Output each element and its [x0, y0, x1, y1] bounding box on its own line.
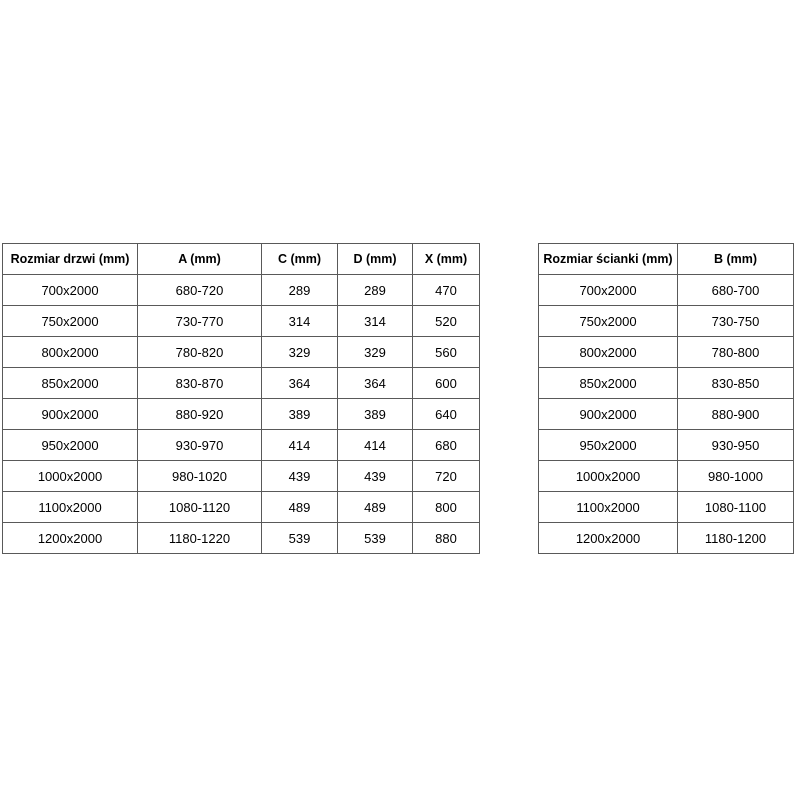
- table-cell: 700x2000: [3, 275, 138, 306]
- column-header: A (mm): [138, 244, 262, 275]
- table-row: [3, 430, 480, 461]
- table-cell: 329: [262, 337, 338, 368]
- column-header: B (mm): [678, 244, 794, 275]
- table-row: [3, 523, 480, 554]
- table-cell: 314: [262, 306, 338, 337]
- table-cell: 950x2000: [3, 430, 138, 461]
- table-cell: 1000x2000: [539, 461, 678, 492]
- table-cell: 850x2000: [539, 368, 678, 399]
- table-cell: 930-970: [138, 430, 262, 461]
- table-row: [3, 461, 480, 492]
- table-cell: 539: [338, 523, 413, 554]
- table-cell: 1100x2000: [539, 492, 678, 523]
- table-cell: 1080-1120: [138, 492, 262, 523]
- table-cell: 980-1020: [138, 461, 262, 492]
- door-size-table-header: [3, 244, 480, 275]
- table-cell: 539: [262, 523, 338, 554]
- table-cell: 1180-1220: [138, 523, 262, 554]
- table-cell: 1180-1200: [678, 523, 794, 554]
- table-cell: 489: [262, 492, 338, 523]
- table-cell: 414: [338, 430, 413, 461]
- table-cell: 730-770: [138, 306, 262, 337]
- table-cell: 980-1000: [678, 461, 794, 492]
- table-row: [3, 275, 480, 306]
- table-cell: 364: [338, 368, 413, 399]
- table-cell: 720: [413, 461, 480, 492]
- table-cell: 1080-1100: [678, 492, 794, 523]
- table-cell: 364: [262, 368, 338, 399]
- column-header: X (mm): [413, 244, 480, 275]
- table-row: [3, 368, 480, 399]
- column-header: D (mm): [338, 244, 413, 275]
- table-cell: 289: [338, 275, 413, 306]
- table-cell: 700x2000: [539, 275, 678, 306]
- table-cell: 830-870: [138, 368, 262, 399]
- column-header: Rozmiar drzwi (mm): [3, 244, 138, 275]
- table-row: [539, 368, 794, 399]
- table-row: [3, 399, 480, 430]
- table-cell: 1000x2000: [3, 461, 138, 492]
- table-cell: 389: [338, 399, 413, 430]
- door-size-table-body: [3, 275, 480, 554]
- table-cell: 800x2000: [539, 337, 678, 368]
- table-cell: 780-820: [138, 337, 262, 368]
- table-cell: 880-920: [138, 399, 262, 430]
- door-size-table: [2, 243, 480, 554]
- table-row: [3, 306, 480, 337]
- table-cell: 750x2000: [3, 306, 138, 337]
- table-cell: 520: [413, 306, 480, 337]
- table-row: [539, 492, 794, 523]
- table-row: [539, 337, 794, 368]
- table-cell: 800: [413, 492, 480, 523]
- table-cell: 329: [338, 337, 413, 368]
- table-cell: 560: [413, 337, 480, 368]
- table-cell: 900x2000: [539, 399, 678, 430]
- table-cell: 600: [413, 368, 480, 399]
- table-cell: 1100x2000: [3, 492, 138, 523]
- table-row: [539, 306, 794, 337]
- table-cell: 389: [262, 399, 338, 430]
- table-cell: 800x2000: [3, 337, 138, 368]
- table-row: [539, 399, 794, 430]
- table-cell: 1200x2000: [3, 523, 138, 554]
- table-row: [539, 275, 794, 306]
- table-cell: 850x2000: [3, 368, 138, 399]
- table-cell: 880: [413, 523, 480, 554]
- header-row: [539, 244, 794, 275]
- table-cell: 439: [262, 461, 338, 492]
- wall-size-table-header: [539, 244, 794, 275]
- table-cell: 950x2000: [539, 430, 678, 461]
- table-cell: 314: [338, 306, 413, 337]
- table-cell: 900x2000: [3, 399, 138, 430]
- table-cell: 880-900: [678, 399, 794, 430]
- column-header: C (mm): [262, 244, 338, 275]
- table-cell: 414: [262, 430, 338, 461]
- table-cell: 780-800: [678, 337, 794, 368]
- table-cell: 680-700: [678, 275, 794, 306]
- table-row: [3, 337, 480, 368]
- wall-size-table-body: [539, 275, 794, 554]
- table-cell: 830-850: [678, 368, 794, 399]
- table-cell: 930-950: [678, 430, 794, 461]
- table-row: [539, 461, 794, 492]
- column-header: Rozmiar ścianki (mm): [539, 244, 678, 275]
- table-cell: 439: [338, 461, 413, 492]
- table-row: [539, 430, 794, 461]
- table-cell: 750x2000: [539, 306, 678, 337]
- table-cell: 680-720: [138, 275, 262, 306]
- table-cell: 289: [262, 275, 338, 306]
- header-row: [3, 244, 480, 275]
- table-row: [3, 492, 480, 523]
- table-cell: 489: [338, 492, 413, 523]
- wall-size-table: [538, 243, 794, 554]
- table-cell: 730-750: [678, 306, 794, 337]
- table-cell: 640: [413, 399, 480, 430]
- table-cell: 680: [413, 430, 480, 461]
- table-row: [539, 523, 794, 554]
- table-cell: 1200x2000: [539, 523, 678, 554]
- table-cell: 470: [413, 275, 480, 306]
